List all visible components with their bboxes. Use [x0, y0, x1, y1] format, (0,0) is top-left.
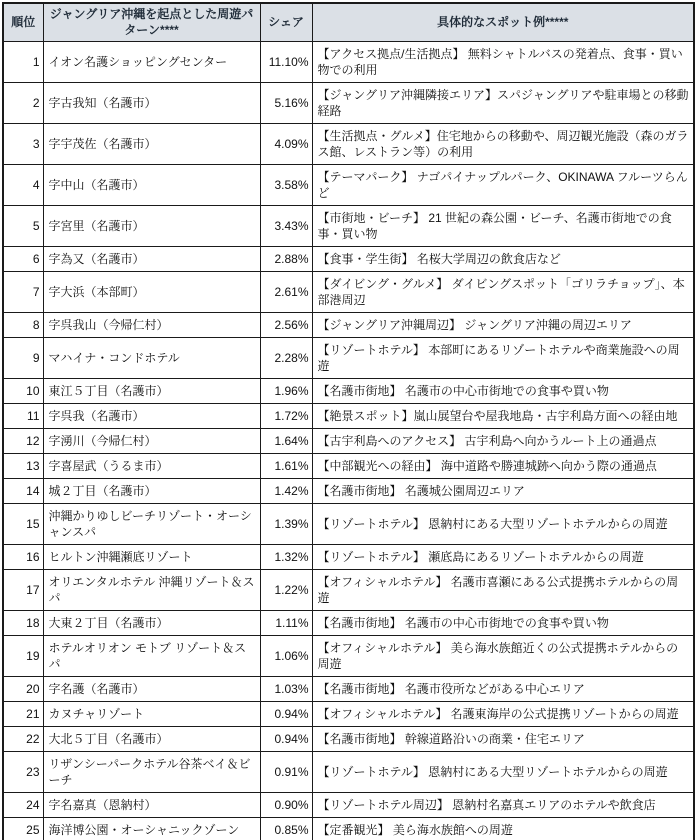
rank-cell: 1	[3, 41, 43, 82]
spots-cell: 【食事・学生街】 名桜大学周辺の飲食店など	[312, 246, 694, 271]
share-cell: 11.10%	[260, 41, 312, 82]
rank-cell: 16	[3, 544, 43, 569]
pattern-cell: ホテルオリオン モトブ リゾート＆スパ	[43, 635, 260, 676]
rank-cell: 15	[3, 503, 43, 544]
spots-cell: 【中部観光への経由】 海中道路や勝連城跡へ向かう際の通過点	[312, 453, 694, 478]
table-row	[3, 544, 694, 569]
share-cell: 3.58%	[260, 164, 312, 205]
table-row	[3, 676, 694, 701]
pattern-cell: 字名護（名護市）	[43, 676, 260, 701]
rank-cell: 25	[3, 817, 43, 840]
pattern-cell: 大北５丁目（名護市）	[43, 726, 260, 751]
spots-cell: 【オフィシャルホテル】 名護東海岸の公式提携リゾートからの周遊	[312, 701, 694, 726]
spots-cell: 【市街地・ビーチ】 21 世紀の森公園・ビーチ、名護市街地での食事・買い物	[312, 205, 694, 246]
rank-cell: 3	[3, 123, 43, 164]
rank-cell: 7	[3, 271, 43, 312]
pattern-cell: 城２丁目（名護市）	[43, 478, 260, 503]
spots-cell: 【名護市街地】 名護城公園周辺エリア	[312, 478, 694, 503]
table-row	[3, 751, 694, 792]
spots-cell: 【オフィシャルホテル】 名護市喜瀬にある公式提携ホテルからの周遊	[312, 569, 694, 610]
share-cell: 4.09%	[260, 123, 312, 164]
share-cell: 2.28%	[260, 337, 312, 378]
share-cell: 5.16%	[260, 82, 312, 123]
table-row	[3, 82, 694, 123]
table-row	[3, 792, 694, 817]
pattern-cell: リザンシーパークホテル谷茶ベイ＆ビーチ	[43, 751, 260, 792]
table-row	[3, 337, 694, 378]
rank-cell: 18	[3, 610, 43, 635]
pattern-cell: 字大浜（本部町）	[43, 271, 260, 312]
spots-cell: 【リゾートホテル】 恩納村にある大型リゾートホテルからの周遊	[312, 751, 694, 792]
table-row	[3, 164, 694, 205]
spots-cell: 【アクセス拠点/生活拠点】 無料シャトルバスの発着点、食事・買い物での利用	[312, 41, 694, 82]
tour-pattern-ranking-table	[2, 2, 695, 840]
share-cell: 0.91%	[260, 751, 312, 792]
table-row	[3, 312, 694, 337]
rank-cell: 8	[3, 312, 43, 337]
pattern-cell: 沖縄かりゆしビーチリゾート・オーシャンスパ	[43, 503, 260, 544]
spots-cell: 【定番観光】 美ら海水族館への周遊	[312, 817, 694, 840]
pattern-cell: カヌチャリゾート	[43, 701, 260, 726]
share-cell: 1.32%	[260, 544, 312, 569]
share-cell: 0.94%	[260, 701, 312, 726]
rank-cell: 14	[3, 478, 43, 503]
spots-cell: 【名護市街地】 名護市の中心市街地での食事や買い物	[312, 378, 694, 403]
table-row	[3, 205, 694, 246]
pattern-cell: 字宮里（名護市）	[43, 205, 260, 246]
spots-cell: 【名護市街地】 名護市役所などがある中心エリア	[312, 676, 694, 701]
share-cell: 2.56%	[260, 312, 312, 337]
table-row	[3, 123, 694, 164]
pattern-cell: 字呉我（名護市）	[43, 403, 260, 428]
rank-cell: 22	[3, 726, 43, 751]
spots-cell: 【リゾートホテル】 瀬底島にあるリゾートホテルからの周遊	[312, 544, 694, 569]
table-row	[3, 378, 694, 403]
spots-cell: 【リゾートホテル周辺】 恩納村名嘉真エリアのホテルや飲食店	[312, 792, 694, 817]
rank-cell: 6	[3, 246, 43, 271]
spots-cell: 【ダイビング・グルメ】 ダイビングスポット「ゴリラチョップ」、本部港周辺	[312, 271, 694, 312]
rank-cell: 13	[3, 453, 43, 478]
spots-cell: 【テーマパーク】 ナゴパイナップルパーク、OKINAWA フルーツらんど	[312, 164, 694, 205]
spots-column-header: 具体的なスポット例*****	[312, 3, 694, 41]
table-row	[3, 453, 694, 478]
share-cell: 2.88%	[260, 246, 312, 271]
rank-cell: 9	[3, 337, 43, 378]
spots-cell: 【オフィシャルホテル】 美ら海水族館近くの公式提携ホテルからの周遊	[312, 635, 694, 676]
table-row	[3, 41, 694, 82]
table-row	[3, 635, 694, 676]
table-row	[3, 428, 694, 453]
pattern-cell: 海洋博公園・オーシャニックゾーン	[43, 817, 260, 840]
spots-cell: 【生活拠点・グルメ】住宅地からの移動や、周辺観光施設（森のガラス館、レストラン等）の利用	[312, 123, 694, 164]
spots-cell: 【名護市街地】 幹線道路沿いの商業・住宅エリア	[312, 726, 694, 751]
table-row	[3, 817, 694, 840]
share-column-header: シェア	[260, 3, 312, 41]
pattern-cell: 字為又（名護市）	[43, 246, 260, 271]
pattern-cell: マハイナ・コンドホテル	[43, 337, 260, 378]
table-row	[3, 246, 694, 271]
rank-cell: 2	[3, 82, 43, 123]
table-row	[3, 569, 694, 610]
table-row	[3, 478, 694, 503]
rank-cell: 4	[3, 164, 43, 205]
spots-cell: 【絶景スポット】嵐山展望台や屋我地島・古宇利島方面への経由地	[312, 403, 694, 428]
share-cell: 2.61%	[260, 271, 312, 312]
table-row	[3, 610, 694, 635]
pattern-cell: 東江５丁目（名護市）	[43, 378, 260, 403]
rank-cell: 20	[3, 676, 43, 701]
spots-cell: 【名護市街地】 名護市の中心市街地での食事や買い物	[312, 610, 694, 635]
rank-cell: 19	[3, 635, 43, 676]
rank-cell: 17	[3, 569, 43, 610]
rank-cell: 11	[3, 403, 43, 428]
share-cell: 1.42%	[260, 478, 312, 503]
pattern-cell: 字名嘉真（恩納村）	[43, 792, 260, 817]
share-cell: 1.64%	[260, 428, 312, 453]
pattern-cell: オリエンタルホテル 沖縄リゾート＆スパ	[43, 569, 260, 610]
share-cell: 0.90%	[260, 792, 312, 817]
share-cell: 1.72%	[260, 403, 312, 428]
spots-cell: 【古宇利島へのアクセス】 古宇利島へ向かうルート上の通過点	[312, 428, 694, 453]
pattern-cell: 大東２丁目（名護市）	[43, 610, 260, 635]
rank-cell: 10	[3, 378, 43, 403]
pattern-cell: 字喜屋武（うるま市）	[43, 453, 260, 478]
table-row	[3, 271, 694, 312]
share-cell: 1.03%	[260, 676, 312, 701]
rank-cell: 5	[3, 205, 43, 246]
rank-cell: 21	[3, 701, 43, 726]
spots-cell: 【ジャングリア沖縄隣接エリア】スパジャングリアや駐車場との移動経路	[312, 82, 694, 123]
share-cell: 1.96%	[260, 378, 312, 403]
share-cell: 1.06%	[260, 635, 312, 676]
rank-cell: 23	[3, 751, 43, 792]
spots-cell: 【リゾートホテル】 本部町にあるリゾートホテルや商業施設への周遊	[312, 337, 694, 378]
table-row	[3, 701, 694, 726]
pattern-column-header: ジャングリア沖縄を起点とした周遊パターン****	[43, 3, 260, 41]
share-cell: 1.11%	[260, 610, 312, 635]
share-cell: 1.39%	[260, 503, 312, 544]
table-row	[3, 726, 694, 751]
share-cell: 1.22%	[260, 569, 312, 610]
rank-column-header: 順位	[3, 3, 43, 41]
pattern-cell: イオン名護ショッピングセンター	[43, 41, 260, 82]
table-header-row	[3, 3, 694, 41]
spots-cell: 【ジャングリア沖縄周辺】 ジャングリア沖縄の周辺エリア	[312, 312, 694, 337]
pattern-cell: ヒルトン沖縄瀬底リゾート	[43, 544, 260, 569]
pattern-cell: 字呉我山（今帰仁村）	[43, 312, 260, 337]
share-cell: 1.61%	[260, 453, 312, 478]
table-body	[3, 41, 694, 840]
spots-cell: 【リゾートホテル】 恩納村にある大型リゾートホテルからの周遊	[312, 503, 694, 544]
table-row	[3, 403, 694, 428]
pattern-cell: 字古我知（名護市）	[43, 82, 260, 123]
table-row	[3, 503, 694, 544]
share-cell: 0.85%	[260, 817, 312, 840]
pattern-cell: 字宇茂佐（名護市）	[43, 123, 260, 164]
rank-cell: 12	[3, 428, 43, 453]
rank-cell: 24	[3, 792, 43, 817]
share-cell: 0.94%	[260, 726, 312, 751]
pattern-cell: 字中山（名護市）	[43, 164, 260, 205]
pattern-cell: 字湧川（今帰仁村）	[43, 428, 260, 453]
share-cell: 3.43%	[260, 205, 312, 246]
